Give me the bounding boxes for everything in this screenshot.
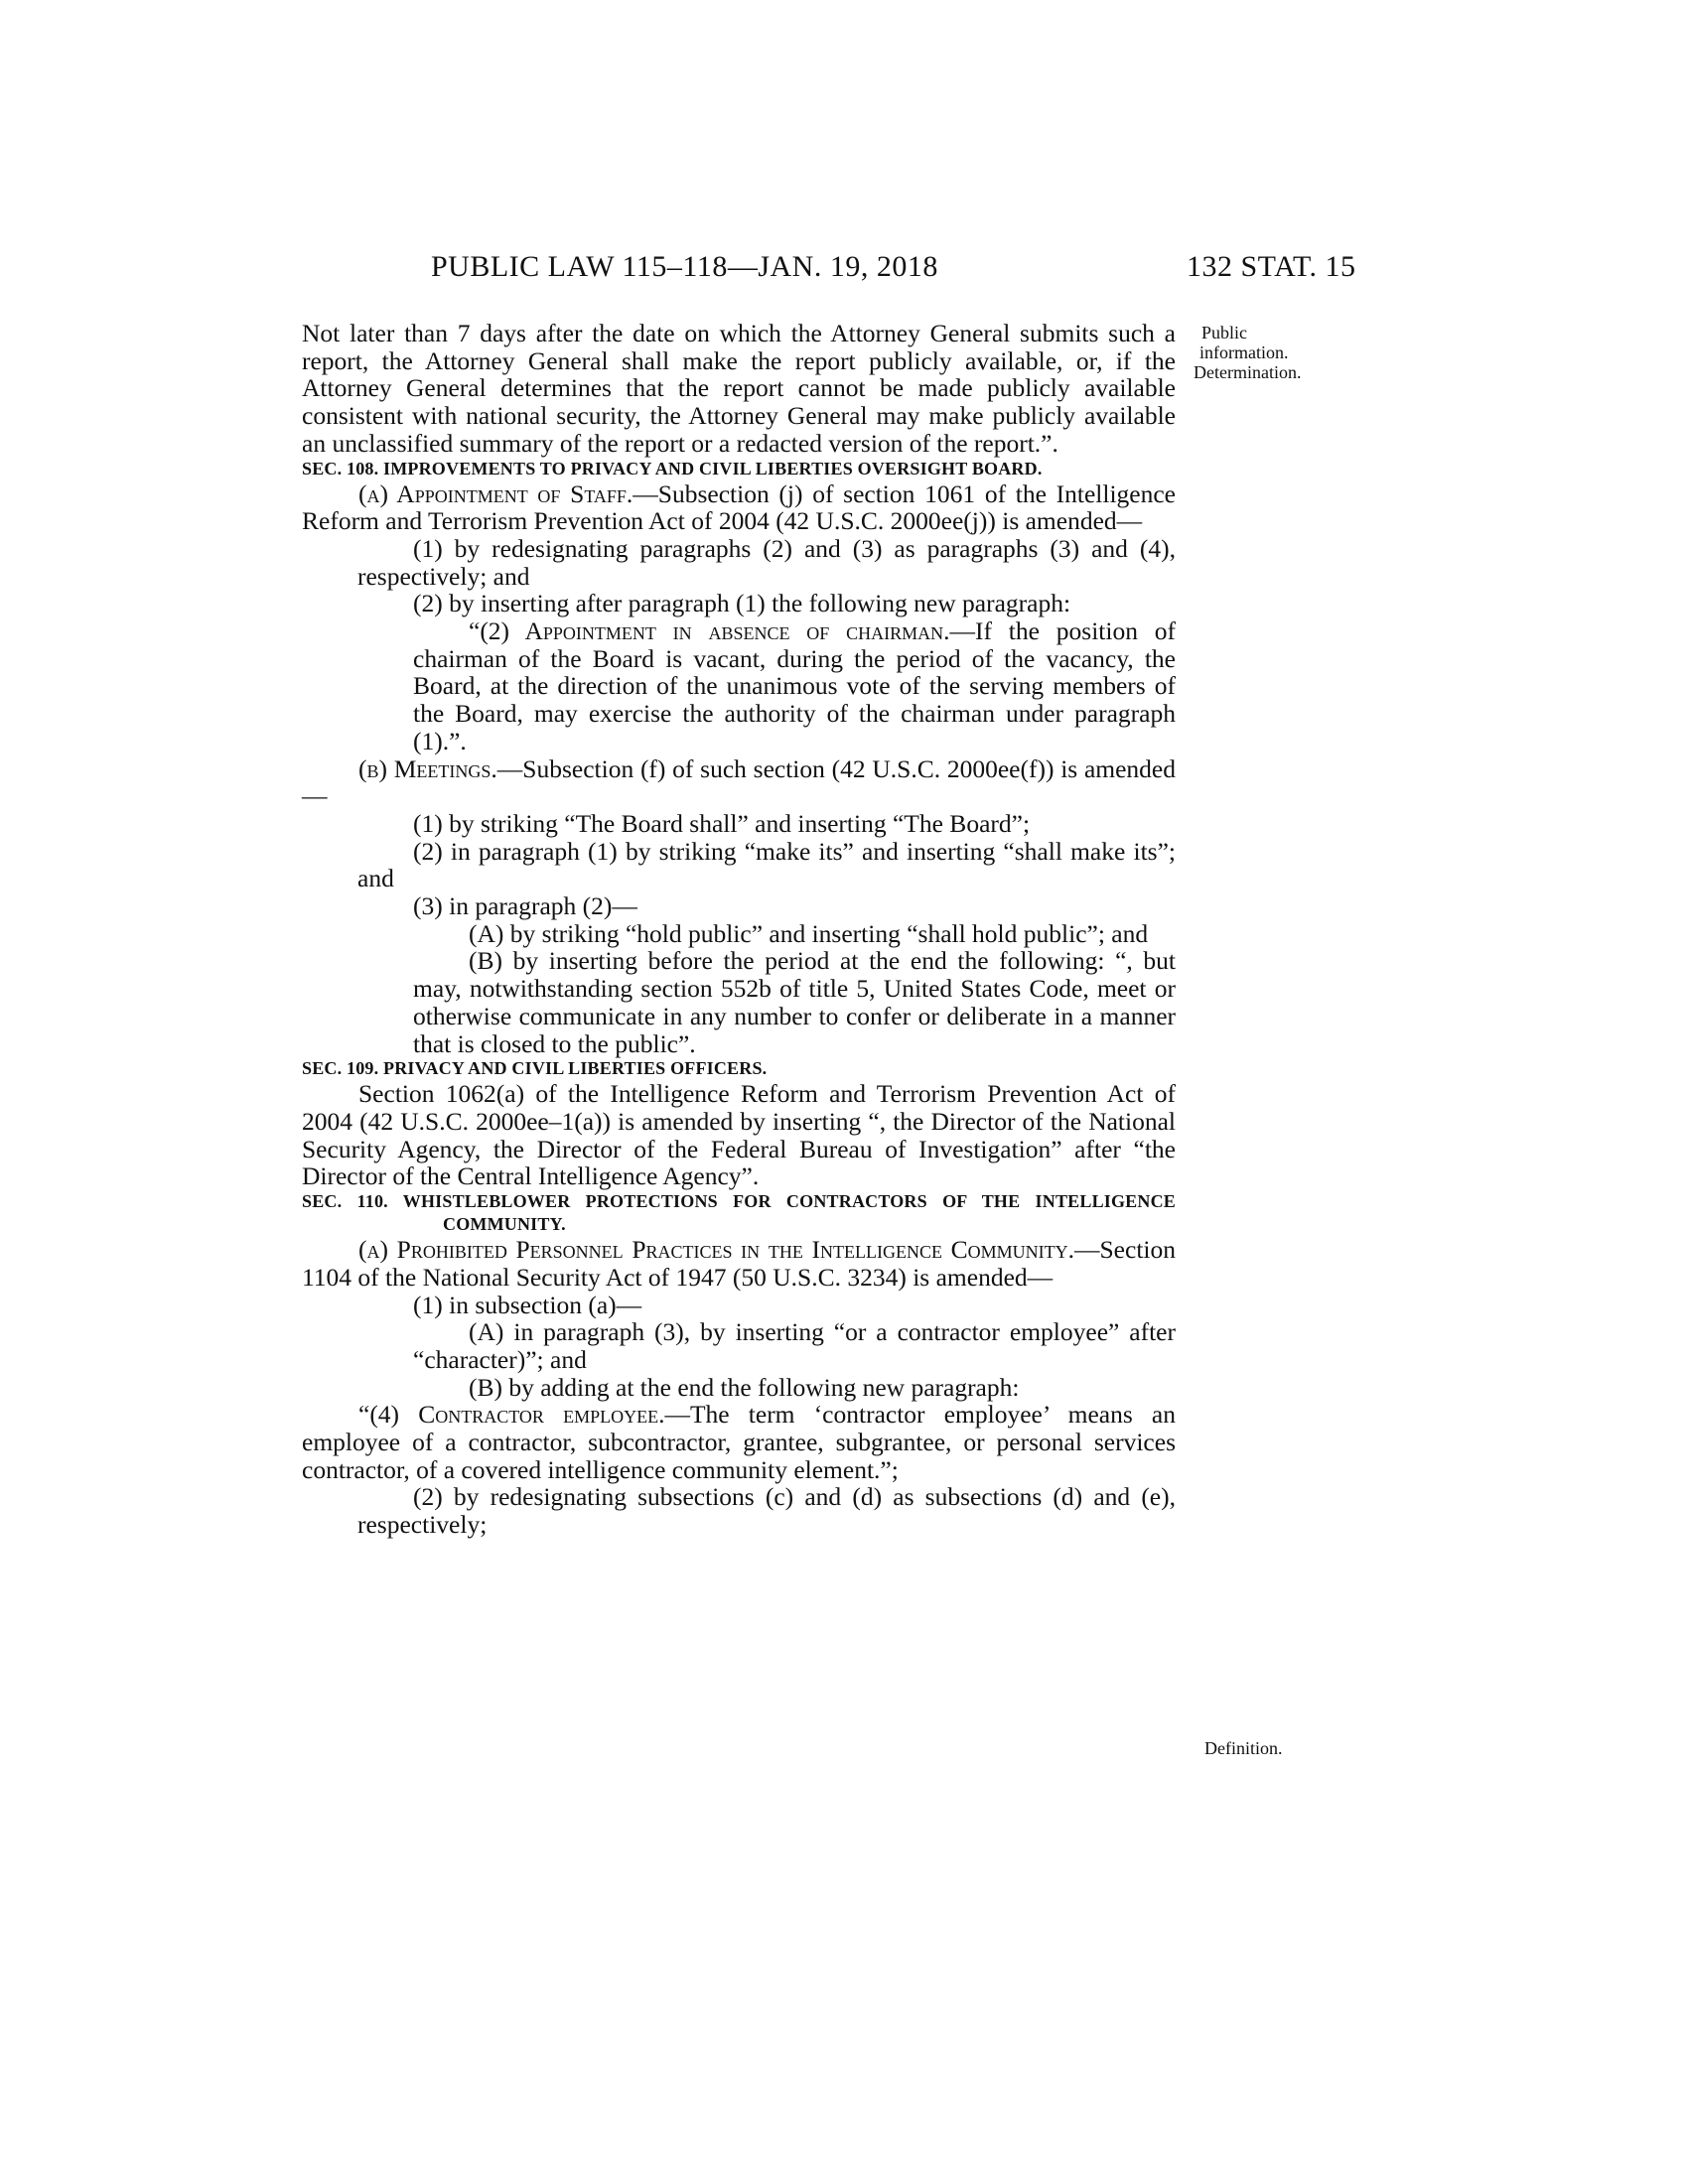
paragraph: Not later than 7 days after the date on which the Attorney General submits such a report, the Attorney General shall make the report publicly available, or, if the Attorney General determines that the report cannot be made publicly available consistent with national security, the Attorney General may make publicly available an unclassified summary of the report or a redacted version of the report.”. [302, 319, 1176, 458]
margin-note-line: Determination. [1194, 362, 1302, 382]
paragraph: (2) by inserting after paragraph (1) the following new paragraph: [413, 589, 1071, 618]
paragraph: (3) in paragraph (2)— [413, 891, 637, 921]
section-heading: SEC. 110. WHISTLEBLOWER PROTECTIONS FOR CONTRACTORS OF THE INTELLIGENCE COMMUNITY. [302, 1191, 1176, 1235]
margin-note-definition: Definition. [1204, 1738, 1283, 1758]
running-header-title: PUBLIC LAW 115–118—JAN. 19, 2018 [431, 250, 938, 283]
paragraph: (1) in subsection (a)— [413, 1290, 642, 1319]
paragraph-text: —Section 1104 of the National Security Act of 1947 (50 U.S.C. 3234) is amended— [302, 1235, 1176, 1292]
paragraph-text: —The term ‘contractor employee’ means an employee of a contractor, subcontractor, grantee, subgrantee, or personal services contractor, of a covered intelligence community element.”; [302, 1400, 1176, 1484]
paragraph: (1) by striking “The Board shall” and inserting “The Board”; [413, 808, 1031, 838]
quoted-paragraph [302, 1401, 1176, 1483]
section-heading: SEC. 109. PRIVACY AND CIVIL LIBERTIES OFFICERS. [302, 1058, 768, 1079]
paragraph-text: —Subsection (f) of such section (42 U.S.C. 2000ee(f)) is amended— [302, 753, 1176, 811]
paragraph: Section 1062(a) of the Intelligence Reform and Terrorism Prevention Act of 2004 (42 U.S.C. 2000ee–1(a)) is amended by inserting “, the Director of the National Security Agency, the Director of the Federal Bureau of Investigation” after “the Director of the Central Intelligence Agency”. [302, 1079, 1176, 1191]
paragraph [302, 755, 1176, 810]
paragraph: (1) by redesignating paragraphs (2) and (3) as paragraphs (3) and (4), respectively; and [357, 533, 1176, 591]
paragraph: (A) by striking “hold public” and inserting “shall hold public”; and [469, 918, 1149, 948]
paragraph-text: —Subsection (j) of section 1061 of the Intelligence Reform and Terrorism Prevention Act of 2004 (42 U.S.C. 2000ee(j)) is amended— [302, 478, 1177, 536]
paragraph: (2) in paragraph (1) by striking “make its” and inserting “shall make its”; and [357, 836, 1176, 893]
subsection-label: (b) Meetings. [358, 753, 497, 783]
paragraph-label: “(2) Appointment in absence of chairman. [469, 616, 950, 646]
quoted-paragraph [302, 617, 1176, 755]
paragraph: (B) by adding at the end the following new paragraph: [469, 1372, 1020, 1402]
margin-note-public-information [1194, 323, 1358, 382]
subsection-label: (a) Appointment of Staff. [358, 478, 633, 508]
paragraph: (2) by redesignating subsections (c) and (d) as subsections (d) and (e), respectively; [357, 1482, 1176, 1540]
page-body [302, 320, 1176, 1539]
paragraph-text: —If the position of chairman of the Board is vacant, during the period of the vacancy, the Board, at the direction of the unanimous vote of the serving members of the Board, may exercise the authority of the chairman under paragraph (1).”. [413, 616, 1176, 755]
margin-note-line: information. [1199, 342, 1289, 362]
paragraph: (A) in paragraph (3), by inserting “or a contractor employee” after “character)”; and [413, 1317, 1176, 1374]
page-number: 132 STAT. 15 [1187, 250, 1356, 283]
section-heading: SEC. 108. IMPROVEMENTS TO PRIVACY AND CIVIL LIBERTIES OVERSIGHT BOARD. [302, 458, 1043, 478]
subsection-label: (a) Prohibited Personnel Practices in the Intelligence Community. [358, 1235, 1074, 1265]
margin-note-line: Public [1201, 323, 1248, 342]
paragraph [302, 1236, 1176, 1291]
paragraph-label: “(4) Contractor employee. [358, 1400, 665, 1430]
paragraph [302, 480, 1176, 535]
paragraph: (B) by inserting before the period at the end the following: “, but may, notwithstanding section 552b of title 5, United States Code, meet or otherwise communicate in any number to confer or deliberate in a manner that is closed to the public”. [413, 946, 1176, 1058]
